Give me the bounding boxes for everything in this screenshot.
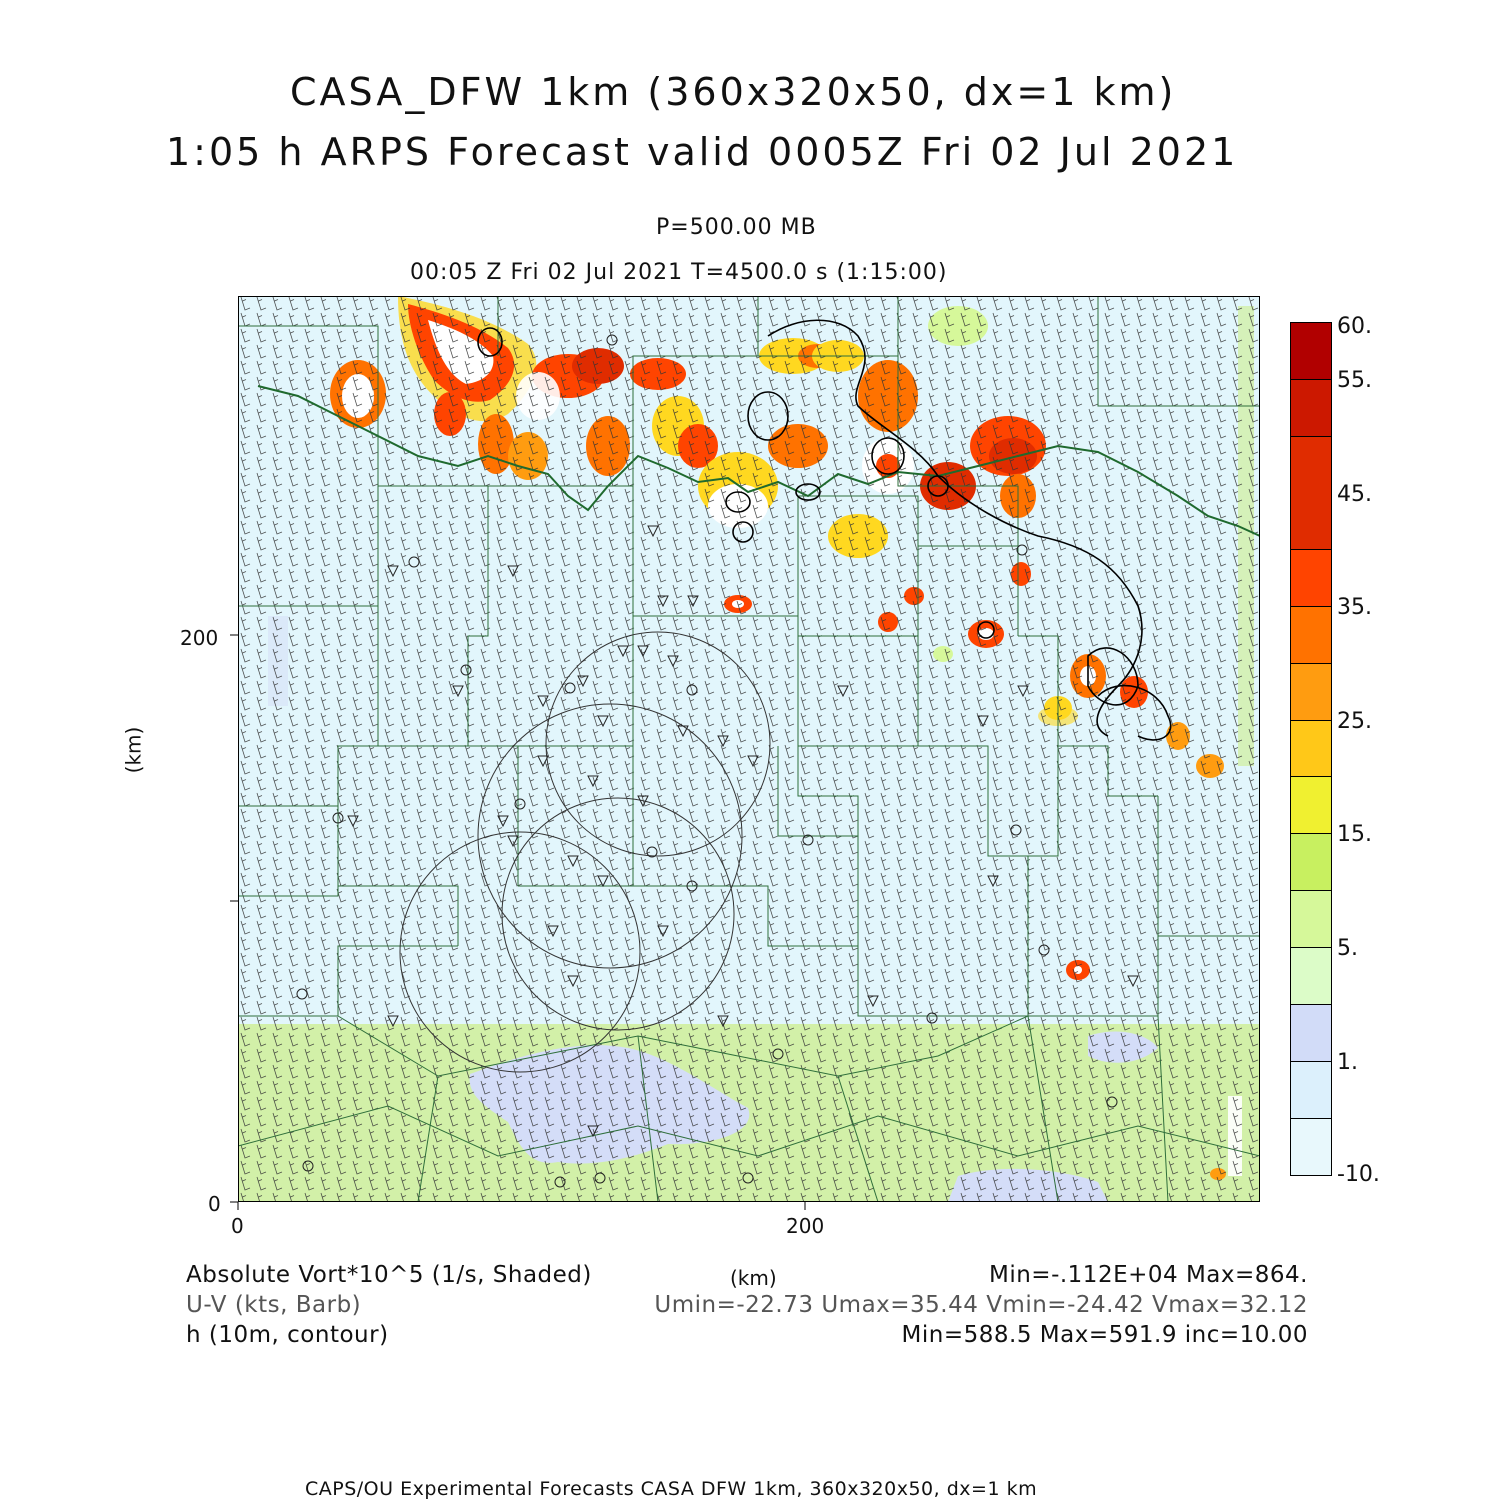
colorbar-bin-3	[1291, 437, 1331, 550]
colorbar-bin-12	[1291, 1005, 1331, 1062]
colorbar-bin-5	[1291, 607, 1331, 664]
title-line-2: 1:05 h ARPS Forecast valid 0005Z Fri 02 Jul 2021	[166, 130, 1239, 174]
colorbar-label-minus10: -10.	[1337, 1162, 1380, 1187]
colorbar-bin-4	[1291, 550, 1331, 607]
colorbar-bin-2	[1291, 380, 1331, 437]
colorbar-bin-10	[1291, 891, 1331, 948]
legend-stats-wind: Umin=-22.73 Umax=35.44 Vmin=-24.42 Vmax=32.12	[654, 1292, 1308, 1318]
axis-ticks	[220, 290, 820, 1220]
y-tick-0: 0	[208, 1192, 221, 1216]
colorbar	[1290, 322, 1332, 1176]
legend-field-vorticity: Absolute Vort*10^5 (1/s, Shaded)	[186, 1262, 592, 1288]
title-line-1: CASA_DFW 1km (360x320x50, dx=1 km)	[290, 70, 1177, 114]
colorbar-label-45: 45.	[1337, 482, 1372, 507]
x-tick-0: 0	[231, 1214, 244, 1238]
colorbar-label-25: 25.	[1337, 709, 1372, 734]
legend-field-wind: U-V (kts, Barb)	[186, 1292, 362, 1318]
colorbar-bin-6	[1291, 664, 1331, 721]
colorbar-bin-1	[1291, 323, 1331, 380]
y-tick-200: 200	[180, 626, 219, 650]
colorbar-bin-7	[1291, 721, 1331, 778]
colorbar-label-15: 15.	[1337, 822, 1372, 847]
x-axis-label: (km)	[730, 1266, 777, 1290]
colorbar-label-5: 5.	[1337, 936, 1358, 961]
legend-stats-vorticity: Min=-.112E+04 Max=864.	[988, 1262, 1308, 1288]
y-axis-label: (km)	[121, 726, 146, 774]
valid-time: 00:05 Z Fri 02 Jul 2021 T=4500.0 s (1:15:00)	[410, 260, 948, 285]
colorbar-bin-8	[1291, 777, 1331, 834]
colorbar-label-55: 55.	[1337, 368, 1372, 393]
colorbar-bin-14	[1291, 1119, 1331, 1175]
colorbar-bin-13	[1291, 1062, 1331, 1119]
pressure-level: P=500.00 MB	[656, 215, 817, 240]
colorbar-label-1: 1.	[1337, 1050, 1358, 1075]
x-tick-200: 200	[786, 1214, 825, 1238]
colorbar-label-60: 60.	[1337, 314, 1372, 339]
legend-stats-height: Min=588.5 Max=591.9 inc=10.00	[901, 1322, 1308, 1348]
legend-field-height: h (10m, contour)	[186, 1322, 389, 1348]
footer-credit: CAPS/OU Experimental Forecasts CASA DFW 1km, 360x320x50, dx=1 km	[305, 1478, 1038, 1500]
colorbar-label-35: 35.	[1337, 595, 1372, 620]
colorbar-bin-9	[1291, 834, 1331, 891]
colorbar-bin-11	[1291, 948, 1331, 1005]
